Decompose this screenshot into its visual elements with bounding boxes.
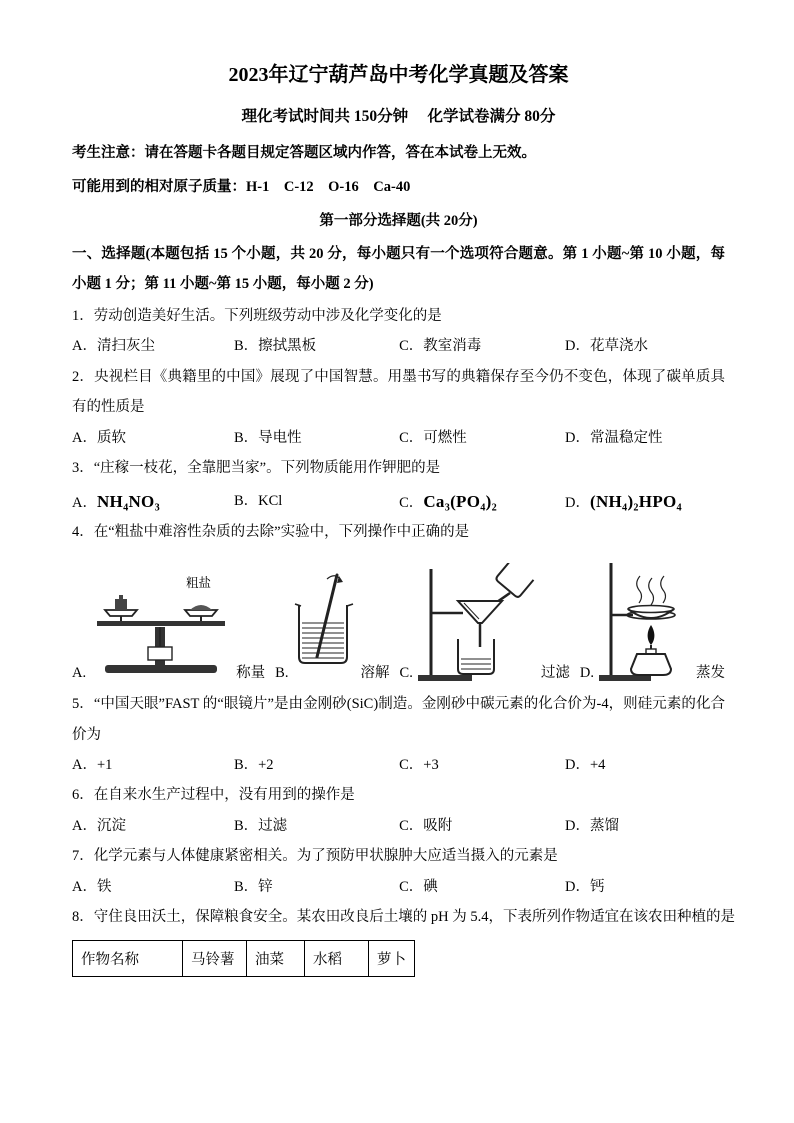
question-3-text: 3．“庄稼一枝花，全靠肥当家”。下列物质能用作钾肥的是 [72,460,441,477]
question-5-text: 5．“中国天眼”FAST 的“眼镜片”是由金刚砂(SiC)制造。金刚砂中碳元素的化合价为-4，则硅元素的化合价为 [72,696,725,743]
option-label: D． [565,494,590,511]
table-header-cell: 作物名称 [73,940,183,976]
question-2-text: 2．央视栏目《典籍里的中国》展现了中国智慧。用墨书写的典籍保存至今仍不变色，体现了碳单质具有的性质是 [72,368,725,416]
table-header-cell: 马铃薯 [183,940,247,976]
question-6 [72,780,725,841]
salt-label: 粗盐 [186,576,212,591]
question-2-options [72,423,725,453]
section-intro: 一、选择题(本题包括 15 个小题，共 20 分，每小题只有一个选项符合题意。第 1 小题~第 10 小题，每小题 1 分；第 11 小题~第 15 小题，每小题 2 分) [72,246,725,293]
question-7-options [72,872,725,902]
question-4-figures [72,547,725,689]
option-b: B．锌 [233,878,273,895]
option-d: D．钙 [565,878,605,895]
option-c: C．可燃性 [399,429,467,446]
figure-filtration [400,563,570,683]
page-title: 2023年辽宁葫芦岛中考化学真题及答案 [228,64,569,86]
option-a: A．沉淀 [72,817,126,834]
option-a: A．铁 [72,878,112,895]
table-header-cell: 萝卜 [369,940,415,976]
table-header-cell: 油菜 [247,940,305,976]
atomic-mass-line: 可能用到的相对原子质量：H-1 C-12 O-16 Ca-40 [72,179,411,195]
question-1-text: 1．劳动创造美好生活。下列班级劳动中涉及化学变化的是 [72,307,442,324]
option-d [565,488,725,515]
option-c [399,488,565,515]
question-4-text: 4．在“粗盐中难溶性杂质的去除”实验中，下列操作中正确的是 [72,523,470,540]
evaporation-setup-icon [599,559,691,683]
question-7-text: 7．化学元素与人体健康紧密相关。为了预防甲状腺肿大应适当摄入的元素是 [72,848,558,865]
option-label: A． [72,494,97,511]
question-8 [72,902,735,976]
filtration-setup-icon [418,563,536,683]
exam-info-line: 理化考试时间共 150分钟 化学试卷满分 80分 [241,108,556,125]
figure-evaporation [580,559,725,683]
option-c: C．+3 [399,757,439,773]
question-6-text: 6．在自来水生产过程中，没有用到的操作是 [72,787,355,804]
question-4 [72,517,725,689]
option-b: B．过滤 [233,817,288,834]
figure-label: C. [399,665,413,682]
balance-scale-icon [91,573,231,683]
candidate-notice: 考生注意：请在答题卡各题目规定答题区域内作答，答在本试卷上无效。 [72,145,536,161]
beaker-stirring-rod-icon [293,571,355,683]
option-d: D．蒸馏 [565,817,619,834]
question-5-options [72,750,725,780]
figure-dissolving [275,571,389,683]
option-d: D．+4 [565,757,606,773]
question-1-options [72,331,725,361]
table-header-cell: 水稻 [305,940,369,976]
option-d: D．花草浇水 [565,338,648,355]
figure-label: A. [72,665,87,682]
question-3-options [72,484,725,517]
question-1 [72,301,725,362]
option-a: A．质软 [72,429,126,446]
option-label: B． [233,492,259,509]
option-c: C．碘 [399,878,438,895]
question-7 [72,841,725,902]
option-b [234,490,399,513]
option-label: C． [399,494,424,511]
option-b: B．擦拭黑板 [233,338,317,355]
figure-caption: 称量 [236,665,266,682]
question-6-options [72,811,725,841]
chemical-formula: NH₄NO₃ [96,491,160,511]
figure-caption: 溶解 [360,665,390,682]
option-d: D．常温稳定性 [565,429,663,446]
figure-label: B. [275,665,289,682]
option-a [72,488,234,515]
question-3 [72,453,725,517]
question-5 [72,689,725,780]
figure-caption: 蒸发 [696,665,725,682]
table-row [73,940,415,976]
chemical-formula: KCl [258,492,283,509]
option-a: A．+1 [72,757,113,773]
option-a: A．清扫灰尘 [72,338,155,355]
option-b: B．导电性 [233,429,302,446]
option-c: C．教室消毒 [399,338,482,355]
chemical-formula: (NH₄)₂HPO₄ [589,491,682,511]
question-8-text: 8．守住良田沃土，保障粮食安全。某农田改良后土壤的 pH 为 5.4，下表所列作物适宜在该农田种植的是 [72,909,735,926]
option-b: B．+2 [233,757,274,773]
figure-weighing [72,573,265,683]
part-one-header: 第一部分选择题(共 20分) [319,213,478,229]
option-c: C．吸附 [399,817,453,834]
chemical-formula: Ca₃(PO₄)₂ [423,491,498,511]
figure-caption: 过滤 [540,665,570,682]
question-2 [72,362,725,453]
figure-label: D. [579,665,594,682]
crops-table [72,940,415,977]
